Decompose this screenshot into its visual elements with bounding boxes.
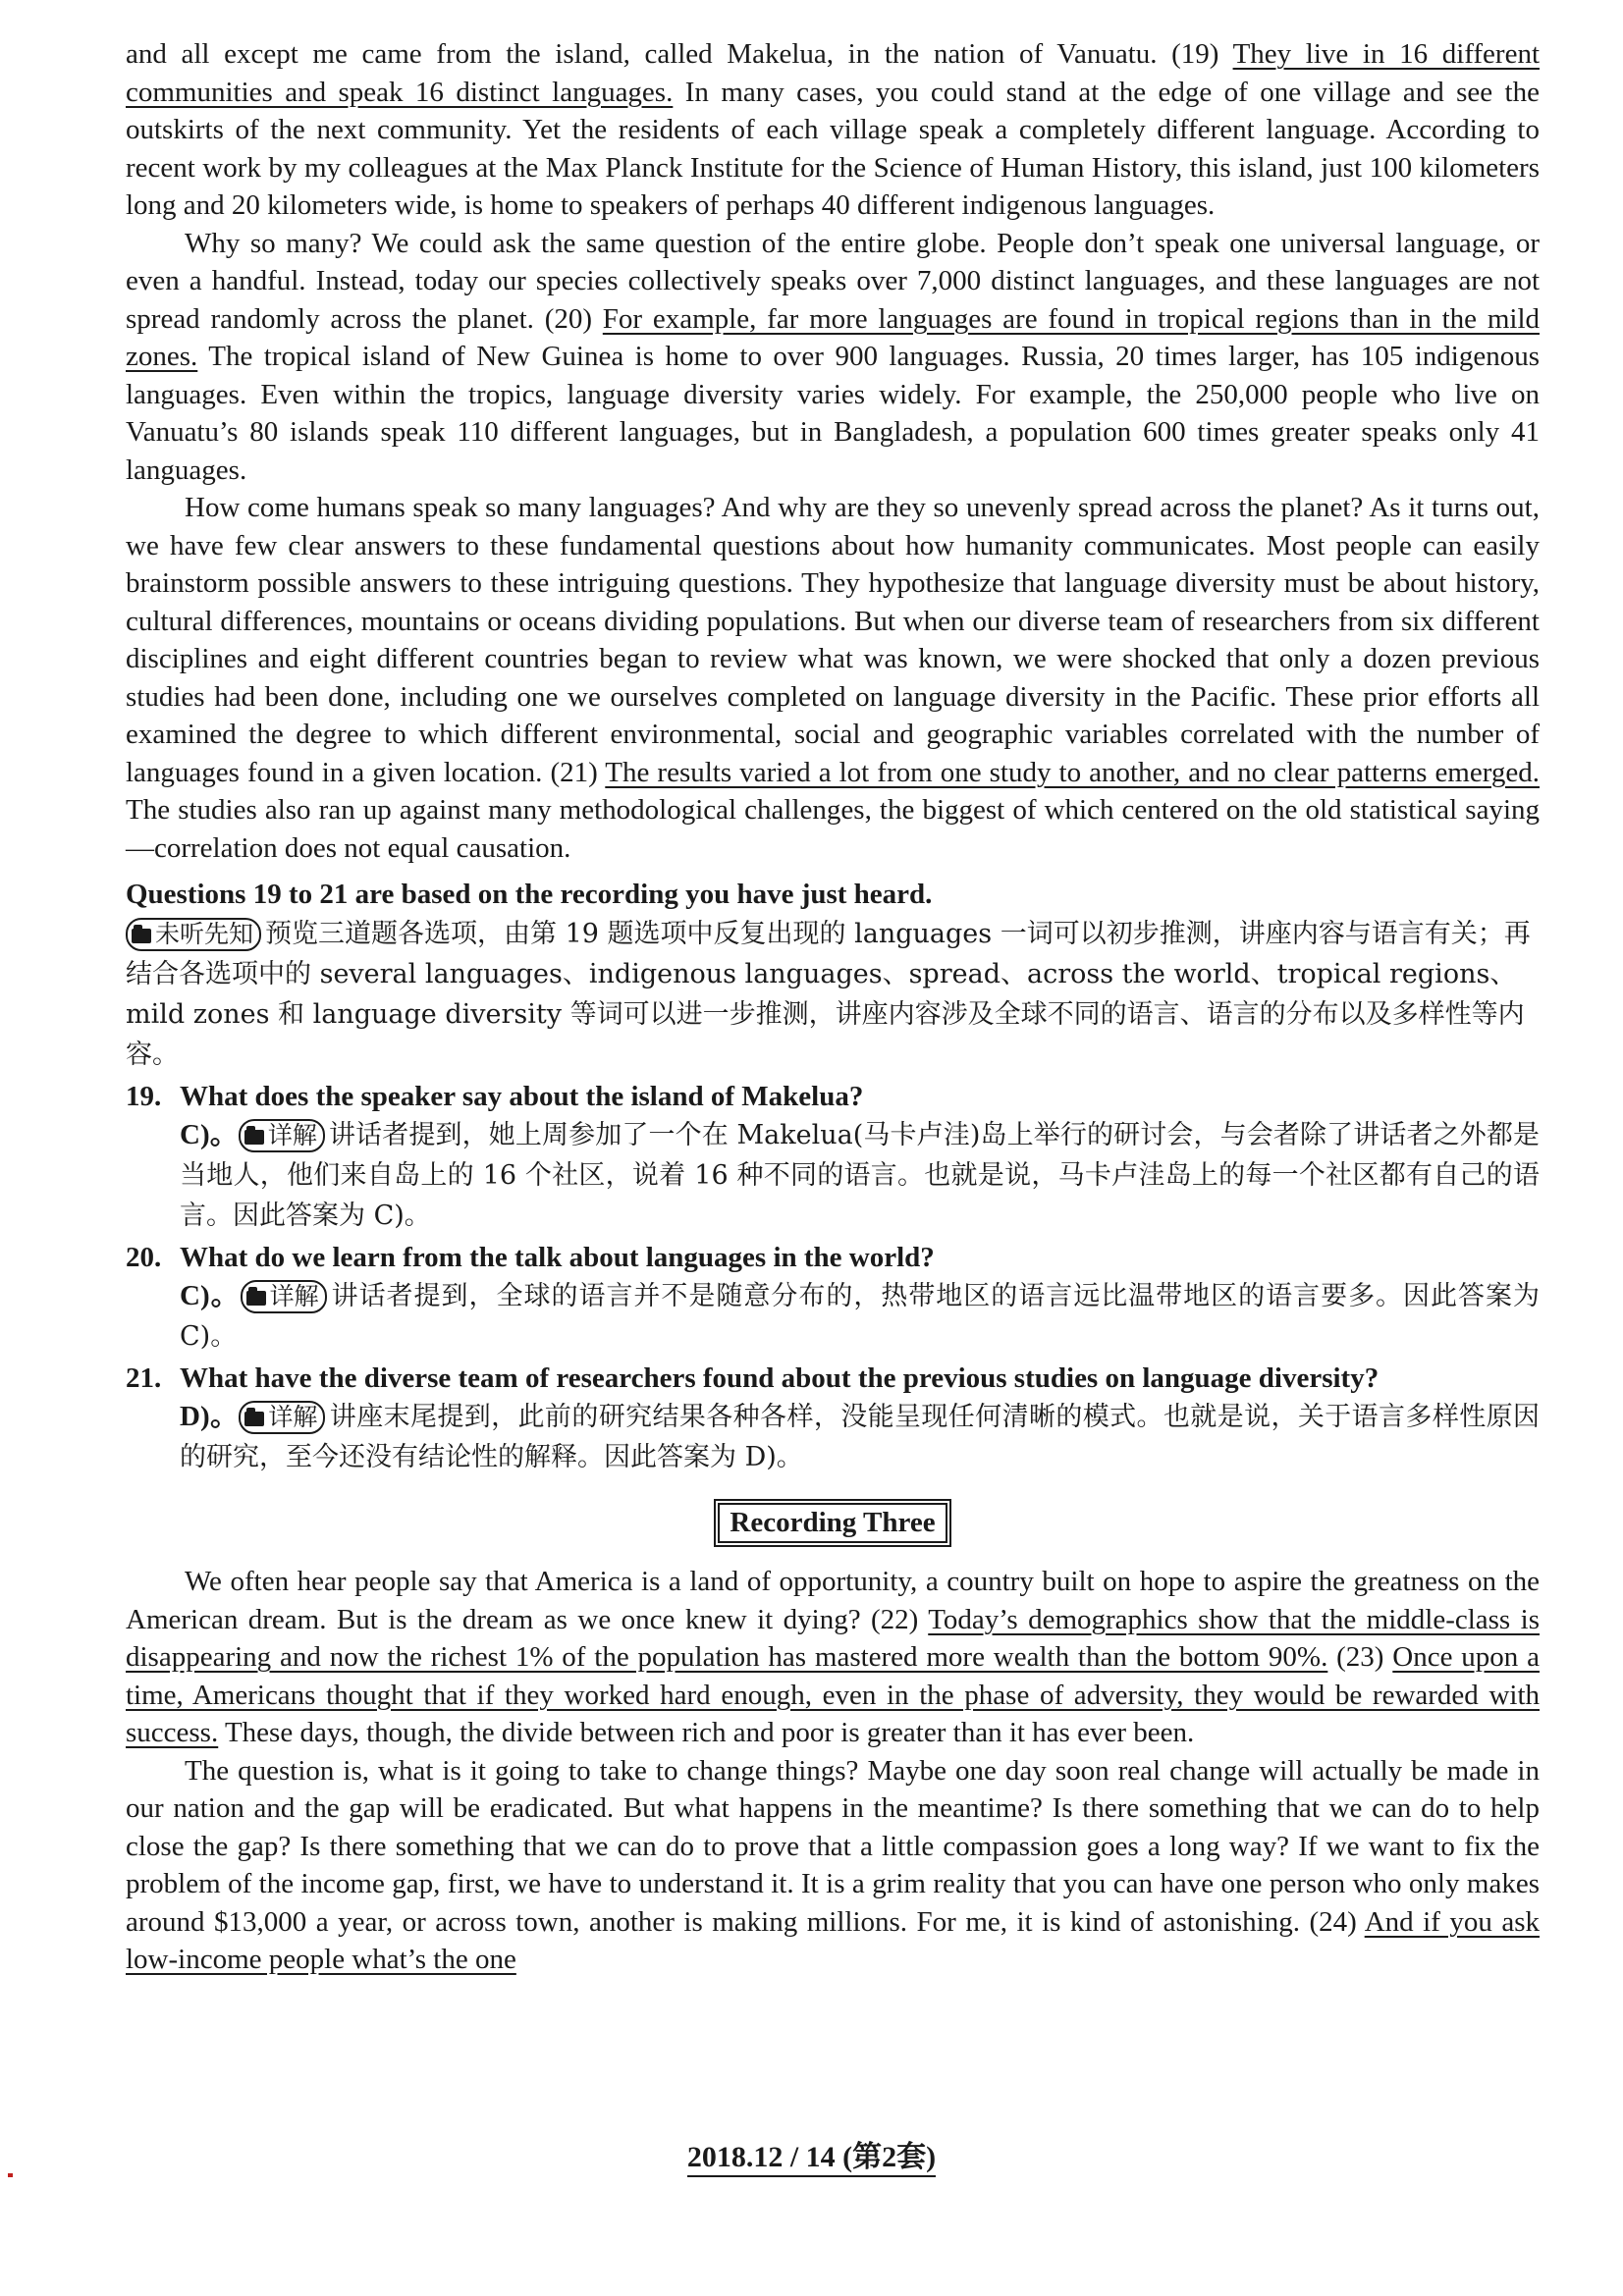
folder-icon (244, 1412, 264, 1426)
recording-two-paragraph-1: and all except me came from the island, called Makelua, in the nation of Vanuatu. (19) They live in 16 different communities and speak 16 distinct languages. In many cases, you could stand at the edge of one village and see the outskirts of the next community. Yet the residents of each village speak a completely different language. According to recent work by my colleagues at the Max Planck Institute for the Science of Human History, this island, just 100 kilometers long and 20 kilometers wide, is home to speakers of perhaps 40 different indigenous languages. (126, 38, 1540, 221)
recording-three-title-wrap (126, 1499, 1540, 1547)
key-sentence-22: Today’s demographics show that the middle-class is disappearing and now the richest 1% of the population has mastered more wealth than the bottom 90%. (126, 1603, 1540, 1673)
recording-three-paragraph-1: We often hear people say that America is a land of opportunity, a country built on hope to aspire the greatness on the American dream. But is the dream as we once knew it dying? (22) Today’s demographics show that the middle-class is disappearing and now the richest 1% of the population has mastered more wealth than the bottom 90%. (23) Once upon a time, Americans thought that if they worked hard enough, even in the phase of adversity, they would be rewarded with success. These days, though, the divide between rich and poor is greater than it has ever been. (126, 1566, 1540, 1748)
question-21: 21. What have the diverse team of researchers found about the previous studies on language diversity? (126, 1362, 1380, 1394)
answer-letter: C)。 (180, 1280, 241, 1311)
question-20: 20. What do we learn from the talk about languages in the world? (126, 1242, 935, 1273)
page-number: 2018.12 / 14 (第2套) (687, 2141, 936, 2177)
key-sentence-24: And if you ask low-income people what’s the one (126, 1905, 1540, 1975)
question-19: 19. What does the speaker say about the island of Makelua? (126, 1081, 864, 1112)
answer-letter: C)。 (180, 1119, 239, 1150)
answer-21: D)。 详解 讲座末尾提到，此前的研究结果各种各样，没能呈现任何清晰的模式。也就是说，关于语言多样性原因的研究，至今还没有结论性的解释。因此答案为 D)。 (180, 1401, 1540, 1472)
key-sentence-19: They live in 16 different communities and speak 16 distinct languages. (126, 38, 1540, 108)
answer-20: C)。 详解 讲话者提到，全球的语言并不是随意分布的，热带地区的语言远比温带地区的语言要多。因此答案为 C)。 (180, 1280, 1540, 1352)
preview-tag: 未听先知 (126, 918, 261, 951)
answer-19: C)。 详解 讲话者提到，她上周参加了一个在 Makelua(马卡卢洼)岛上举行的研讨会，与会者除了讲话者之外都是当地人，他们来自岛上的 16 个社区，说着 16 种不同的语言。也就是说，马卡卢洼岛上的每一个社区都有自己的语言。因此答案为 C)。 (180, 1119, 1540, 1231)
key-sentence-20: For example, far more languages are found in tropical regions than in the mild zones. (126, 302, 1540, 372)
questions-heading: Questions 19 to 21 are based on the recording you have just heard. (126, 879, 933, 910)
detail-tag: 详解 (239, 1401, 325, 1434)
detail-tag: 详解 (241, 1280, 327, 1313)
key-sentence-23: Once upon a time, Americans thought that if they worked hard enough, even in the phase of adversity, they would be rewarded with success. (126, 1641, 1540, 1748)
preview-note: 未听先知 预览三道题各选项，由第 19 题选项中反复出现的 languages 一词可以初步推测，讲座内容与语言有关；再结合各选项中的 several languages、indigenous languages、spread、across the world、tropical regions、mild zones 和 language diversity 等词可以进一步推测，讲座内容涉及全球不同的语言、语言的分布以及多样性等内容。 (126, 919, 1531, 1070)
scan-mark (8, 2173, 13, 2177)
recording-two-paragraph-2: Why so many? We could ask the same question of the entire globe. People don’t speak one universal language, or even a handful. Instead, today our species collectively speaks over 7,000 distinct languages, and these languages are not spread randomly across the planet. (20) For example, far more languages are found in tropical regions than in the mild zones. The tropical island of New Guinea is home to over 900 languages. Russia, 20 times larger, has 105 indigenous languages. Even within the tropics, language diversity varies widely. For example, the 250,000 people who live on Vanuatu’s 80 islands speak 110 different languages, but in Bangladesh, a population 600 times greater speaks only 41 languages. (126, 227, 1540, 486)
page-footer (0, 2132, 1623, 2175)
document-page (126, 35, 1540, 1979)
answer-letter: D)。 (180, 1401, 240, 1432)
recording-three-title: Recording Three (714, 1499, 950, 1547)
folder-icon (246, 1291, 266, 1306)
recording-two-paragraph-3: How come humans speak so many languages? And why are they so unevenly spread across the planet? As it turns out, we have few clear answers to these fundamental questions about how humanity communicates. Most people can easily brainstorm possible answers to these intriguing questions. They hypothesize that language diversity must be about history, cultural differences, mountains or oceans dividing populations. But when our diverse team of researchers from six different disciplines and eight different countries began to review what was known, we were shocked that only a dozen previous studies had been done, including one we ourselves completed on language diversity in the Pacific. These prior efforts all examined the degree to which different environmental, social and geographic variables correlated with the number of languages found in a given location. (21) The results varied a lot from one study to another, and no clear patterns emerged. The studies also ran up against many methodological challenges, the biggest of which centered on the old statistical saying—correlation does not equal causation. (126, 492, 1540, 864)
recording-three-paragraph-2: The question is, what is it going to take to change things? Maybe one day soon real change will actually be made in our nation and the gap will be eradicated. But what happens in the meantime? Is there something that we can do to help close the gap? Is there something that we can do to prove that a little compassion goes a long way? If we want to fix the problem of the income gap, first, we have to understand it. It is a grim reality that you can have one person who only makes around $13,000 a year, or across town, another is making millions. For me, it is kind of astonishing. (24) And if you ask low-income people what’s the one (126, 1754, 1540, 1975)
folder-icon (244, 1130, 264, 1145)
detail-tag: 详解 (239, 1119, 325, 1152)
folder-icon (132, 929, 151, 943)
key-sentence-21: The results varied a lot from one study to another, and no clear patterns emerged. (605, 756, 1540, 788)
